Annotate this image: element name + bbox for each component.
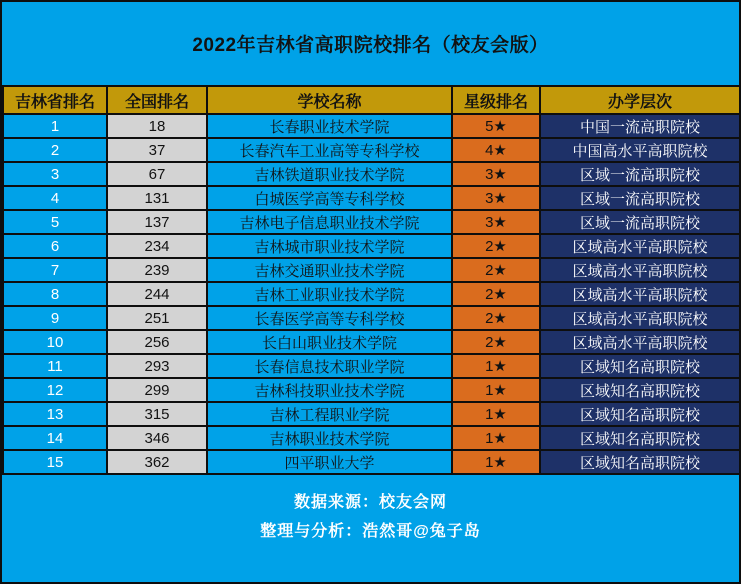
star-rank-cell: 2★	[452, 234, 540, 258]
star-rank-cell: 3★	[452, 186, 540, 210]
level-cell: 区域知名高职院校	[540, 426, 740, 450]
national-rank-cell: 18	[107, 114, 207, 138]
province-rank-cell: 9	[3, 306, 107, 330]
col-header-school-name: 学校名称	[207, 86, 452, 114]
school-name-cell: 四平职业大学	[207, 450, 452, 474]
province-rank-cell: 4	[3, 186, 107, 210]
header-row	[3, 86, 740, 114]
col-header-province-rank: 吉林省排名	[3, 86, 107, 114]
footer	[2, 475, 739, 554]
province-rank-cell: 8	[3, 282, 107, 306]
school-name-cell: 长春信息技术职业学院	[207, 354, 452, 378]
page-title: 2022年吉林省高职院校排名（校友会版）	[192, 35, 549, 56]
table-row	[3, 162, 740, 186]
school-name-cell: 吉林城市职业技术学院	[207, 234, 452, 258]
star-rank-cell: 1★	[452, 378, 540, 402]
table-row	[3, 402, 740, 426]
national-rank-cell: 37	[107, 138, 207, 162]
star-rank-cell: 2★	[452, 258, 540, 282]
data-source-note: 数据来源：校友会网	[293, 493, 447, 511]
star-rank-cell: 5★	[452, 114, 540, 138]
star-rank-cell: 1★	[452, 402, 540, 426]
star-rank-cell: 2★	[452, 282, 540, 306]
level-cell: 区域知名高职院校	[540, 450, 740, 474]
level-cell: 中国高水平高职院校	[540, 138, 740, 162]
table-row	[3, 306, 740, 330]
star-rank-cell: 1★	[452, 450, 540, 474]
school-name-cell: 吉林铁道职业技术学院	[207, 162, 452, 186]
table-row	[3, 210, 740, 234]
national-rank-cell: 131	[107, 186, 207, 210]
table-row	[3, 114, 740, 138]
col-header-level: 办学层次	[540, 86, 740, 114]
level-cell: 中国一流高职院校	[540, 114, 740, 138]
table-row	[3, 330, 740, 354]
national-rank-cell: 234	[107, 234, 207, 258]
level-cell: 区域一流高职院校	[540, 210, 740, 234]
school-name-cell: 吉林职业技术学院	[207, 426, 452, 450]
school-name-cell: 长春汽车工业高等专科学校	[207, 138, 452, 162]
school-name-cell: 长白山职业技术学院	[207, 330, 452, 354]
school-name-cell: 白城医学高等专科学校	[207, 186, 452, 210]
level-cell: 区域高水平高职院校	[540, 330, 740, 354]
level-cell: 区域一流高职院校	[540, 186, 740, 210]
star-rank-cell: 2★	[452, 306, 540, 330]
province-rank-cell: 5	[3, 210, 107, 234]
star-rank-cell: 4★	[452, 138, 540, 162]
national-rank-cell: 346	[107, 426, 207, 450]
table-row	[3, 234, 740, 258]
national-rank-cell: 244	[107, 282, 207, 306]
school-name-cell: 吉林科技职业技术学院	[207, 378, 452, 402]
national-rank-cell: 251	[107, 306, 207, 330]
province-rank-cell: 7	[3, 258, 107, 282]
province-rank-cell: 6	[3, 234, 107, 258]
province-rank-cell: 3	[3, 162, 107, 186]
col-header-star-rank: 星级排名	[452, 86, 540, 114]
table-row	[3, 378, 740, 402]
school-name-cell: 长春职业技术学院	[207, 114, 452, 138]
province-rank-cell: 12	[3, 378, 107, 402]
star-rank-cell: 1★	[452, 426, 540, 450]
col-header-national-rank: 全国排名	[107, 86, 207, 114]
national-rank-cell: 256	[107, 330, 207, 354]
school-name-cell: 吉林交通职业技术学院	[207, 258, 452, 282]
national-rank-cell: 315	[107, 402, 207, 426]
province-rank-cell: 14	[3, 426, 107, 450]
level-cell: 区域知名高职院校	[540, 378, 740, 402]
table-header	[3, 86, 740, 114]
table-row	[3, 186, 740, 210]
table-row	[3, 138, 740, 162]
province-rank-cell: 11	[3, 354, 107, 378]
school-name-cell: 吉林工程职业学院	[207, 402, 452, 426]
province-rank-cell: 13	[3, 402, 107, 426]
table-row	[3, 258, 740, 282]
national-rank-cell: 67	[107, 162, 207, 186]
table-row	[3, 354, 740, 378]
table-row	[3, 426, 740, 450]
level-cell: 区域高水平高职院校	[540, 306, 740, 330]
level-cell: 区域高水平高职院校	[540, 258, 740, 282]
national-rank-cell: 239	[107, 258, 207, 282]
table-row	[3, 450, 740, 474]
level-cell: 区域高水平高职院校	[540, 234, 740, 258]
star-rank-cell: 2★	[452, 330, 540, 354]
star-rank-cell: 3★	[452, 210, 540, 234]
analysis-credit-note: 整理与分析：浩然哥@兔子岛	[260, 522, 481, 540]
school-name-cell: 长春医学高等专科学校	[207, 306, 452, 330]
ranking-table	[2, 85, 741, 475]
level-cell: 区域知名高职院校	[540, 402, 740, 426]
school-name-cell: 吉林电子信息职业技术学院	[207, 210, 452, 234]
national-rank-cell: 299	[107, 378, 207, 402]
title-bar	[2, 2, 739, 85]
province-rank-cell: 15	[3, 450, 107, 474]
province-rank-cell: 2	[3, 138, 107, 162]
national-rank-cell: 137	[107, 210, 207, 234]
table-row	[3, 282, 740, 306]
table-body	[3, 114, 740, 474]
school-name-cell: 吉林工业职业技术学院	[207, 282, 452, 306]
province-rank-cell: 10	[3, 330, 107, 354]
star-rank-cell: 1★	[452, 354, 540, 378]
star-rank-cell: 3★	[452, 162, 540, 186]
level-cell: 区域知名高职院校	[540, 354, 740, 378]
level-cell: 区域高水平高职院校	[540, 282, 740, 306]
national-rank-cell: 293	[107, 354, 207, 378]
level-cell: 区域一流高职院校	[540, 162, 740, 186]
national-rank-cell: 362	[107, 450, 207, 474]
province-rank-cell: 1	[3, 114, 107, 138]
